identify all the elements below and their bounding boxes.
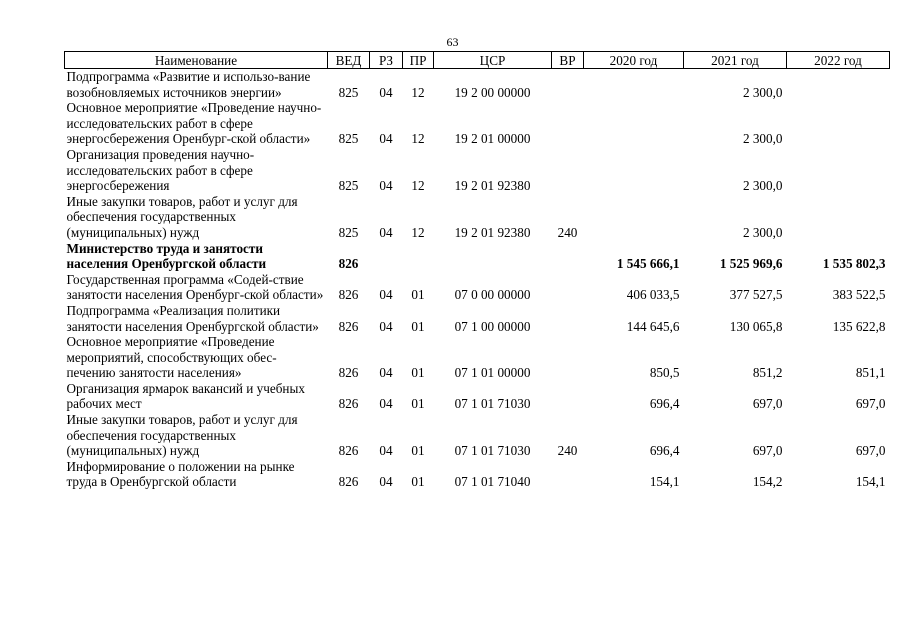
column-header-2020: 2020 год <box>584 52 684 69</box>
cell-ved: 826 <box>338 287 359 303</box>
cell-csr: 19 2 01 92380 <box>454 224 531 240</box>
cell-2021: 697,0 <box>752 443 783 459</box>
cell-2022: 383 522,5 <box>832 287 886 303</box>
column-header-name: Наименование <box>65 52 328 69</box>
cell-ved: 826 <box>338 396 359 412</box>
cell-2021: 697,0 <box>752 396 783 412</box>
cell-ved: 826 <box>338 256 359 272</box>
cell-csr: 19 2 00 00000 <box>454 84 531 100</box>
cell-vr <box>552 303 584 334</box>
cell-2021: 130 065,8 <box>729 318 783 334</box>
cell-pr: 12 <box>411 131 425 147</box>
cell-name: Организация проведения научно-исследовательских работ в сфере энергосбережения <box>66 146 255 194</box>
cell-2020 <box>584 194 684 241</box>
column-header-vr: ВР <box>552 52 584 69</box>
cell-2021: 2 300,0 <box>742 84 783 100</box>
column-header-ved: ВЕД <box>328 52 370 69</box>
cell-csr: 07 1 01 71030 <box>454 443 531 459</box>
cell-ved: 825 <box>338 178 359 194</box>
cell-name: Государственная программа «Содей-ствие занятости населения Оренбург-ской области» <box>66 271 324 303</box>
cell-2022: 154,1 <box>855 474 886 490</box>
cell-pr: 01 <box>411 396 425 412</box>
cell-csr <box>434 241 552 272</box>
cell-pr: 01 <box>411 318 425 334</box>
cell-2020 <box>584 100 684 147</box>
table-row <box>65 334 890 381</box>
cell-csr: 07 1 01 71040 <box>454 474 531 490</box>
cell-2022 <box>787 194 890 241</box>
table-row <box>65 412 890 459</box>
cell-csr: 07 1 01 71030 <box>454 396 531 412</box>
cell-2020: 406 033,5 <box>626 287 680 303</box>
cell-rz: 04 <box>379 443 393 459</box>
cell-name: Основное мероприятие «Проведение научно-исследовательских работ в сфере энергосбережения Оренбург-ской области» <box>66 100 322 147</box>
cell-2022 <box>787 147 890 194</box>
cell-name: Министерство труда и занятости населения Оренбургской области <box>66 240 267 272</box>
cell-2020 <box>584 147 684 194</box>
cell-vr: 240 <box>557 443 578 459</box>
cell-2022 <box>787 100 890 147</box>
table-row <box>65 381 890 412</box>
cell-name: Иные закупки товаров, работ и услуг для обеспечения государственных (муниципальных) нужд <box>66 193 298 240</box>
cell-vr <box>552 69 584 101</box>
cell-2020: 850,5 <box>649 365 680 381</box>
cell-csr: 07 0 00 00000 <box>454 287 531 303</box>
cell-2021: 2 300,0 <box>742 131 783 147</box>
page-number: 63 <box>446 35 459 49</box>
table-header-row <box>65 52 890 69</box>
cell-2020: 696,4 <box>649 443 680 459</box>
cell-pr <box>403 241 434 272</box>
cell-vr <box>552 241 584 272</box>
cell-rz: 04 <box>379 474 393 490</box>
cell-ved: 826 <box>338 443 359 459</box>
cell-pr: 01 <box>411 474 425 490</box>
cell-vr <box>552 100 584 147</box>
cell-2021: 1 525 969,6 <box>719 256 783 272</box>
cell-pr: 12 <box>411 224 425 240</box>
cell-2022: 697,0 <box>855 443 886 459</box>
cell-2020: 696,4 <box>649 396 680 412</box>
cell-pr: 12 <box>411 84 425 100</box>
table-row <box>65 241 890 272</box>
table-row <box>65 100 890 147</box>
cell-rz: 04 <box>379 287 393 303</box>
column-header-rz: РЗ <box>370 52 403 69</box>
cell-name: Информирование о положении на рынке труда в Оренбургской области <box>66 458 295 490</box>
column-header-2022: 2022 год <box>787 52 890 69</box>
cell-2021: 154,2 <box>752 474 783 490</box>
cell-2021: 377 527,5 <box>729 287 783 303</box>
cell-2022: 1 535 802,3 <box>822 256 886 272</box>
cell-rz: 04 <box>379 224 393 240</box>
cell-ved: 825 <box>338 84 359 100</box>
cell-vr <box>552 334 584 381</box>
budget-table <box>64 51 890 490</box>
cell-2021: 2 300,0 <box>742 224 783 240</box>
cell-2022 <box>787 69 890 101</box>
cell-name: Подпрограмма «Реализация политики занятости населения Оренбургской области» <box>66 302 319 334</box>
cell-2020: 154,1 <box>649 474 680 490</box>
column-header-csr: ЦСР <box>434 52 552 69</box>
cell-2022: 697,0 <box>855 396 886 412</box>
cell-2021: 2 300,0 <box>742 178 783 194</box>
cell-rz: 04 <box>379 178 393 194</box>
cell-rz: 04 <box>379 365 393 381</box>
table-row <box>65 147 890 194</box>
cell-vr: 240 <box>557 224 578 240</box>
cell-vr <box>552 459 584 490</box>
cell-2021: 851,2 <box>752 365 783 381</box>
cell-rz: 04 <box>379 131 393 147</box>
table-row <box>65 459 890 490</box>
cell-name: Основное мероприятие «Проведение мероприятий, способствующих обес-печению занятости населения» <box>66 334 277 381</box>
cell-ved: 826 <box>338 365 359 381</box>
cell-2022: 851,1 <box>855 365 886 381</box>
column-header-2021: 2021 год <box>684 52 787 69</box>
cell-rz <box>370 241 403 272</box>
cell-name: Организация ярмарок вакансий и учебных рабочих мест <box>66 380 305 412</box>
cell-csr: 19 2 01 92380 <box>454 178 531 194</box>
table-row <box>65 69 890 101</box>
cell-name: Подпрограмма «Развитие и использо-вание возобновляемых источников энергии» <box>66 69 311 100</box>
cell-ved: 826 <box>338 474 359 490</box>
cell-csr: 07 1 01 00000 <box>454 365 531 381</box>
cell-pr: 01 <box>411 287 425 303</box>
cell-2020: 1 545 666,1 <box>616 256 680 272</box>
cell-2022: 135 622,8 <box>832 318 886 334</box>
cell-rz: 04 <box>379 318 393 334</box>
cell-vr <box>552 147 584 194</box>
cell-pr: 01 <box>411 365 425 381</box>
cell-pr: 01 <box>411 443 425 459</box>
cell-vr <box>552 381 584 412</box>
cell-2020 <box>584 69 684 101</box>
cell-ved: 826 <box>338 318 359 334</box>
cell-ved: 825 <box>338 131 359 147</box>
table-row <box>65 303 890 334</box>
table-row <box>65 194 890 241</box>
cell-name: Иные закупки товаров, работ и услуг для обеспечения государственных (муниципальных) нужд <box>66 412 298 459</box>
table-row <box>65 272 890 303</box>
cell-ved: 825 <box>338 224 359 240</box>
cell-csr: 07 1 00 00000 <box>454 318 531 334</box>
cell-2020: 144 645,6 <box>626 318 680 334</box>
cell-rz: 04 <box>379 84 393 100</box>
cell-pr: 12 <box>411 178 425 194</box>
cell-rz: 04 <box>379 396 393 412</box>
cell-vr <box>552 272 584 303</box>
cell-csr: 19 2 01 00000 <box>454 131 531 147</box>
column-header-pr: ПР <box>403 52 434 69</box>
